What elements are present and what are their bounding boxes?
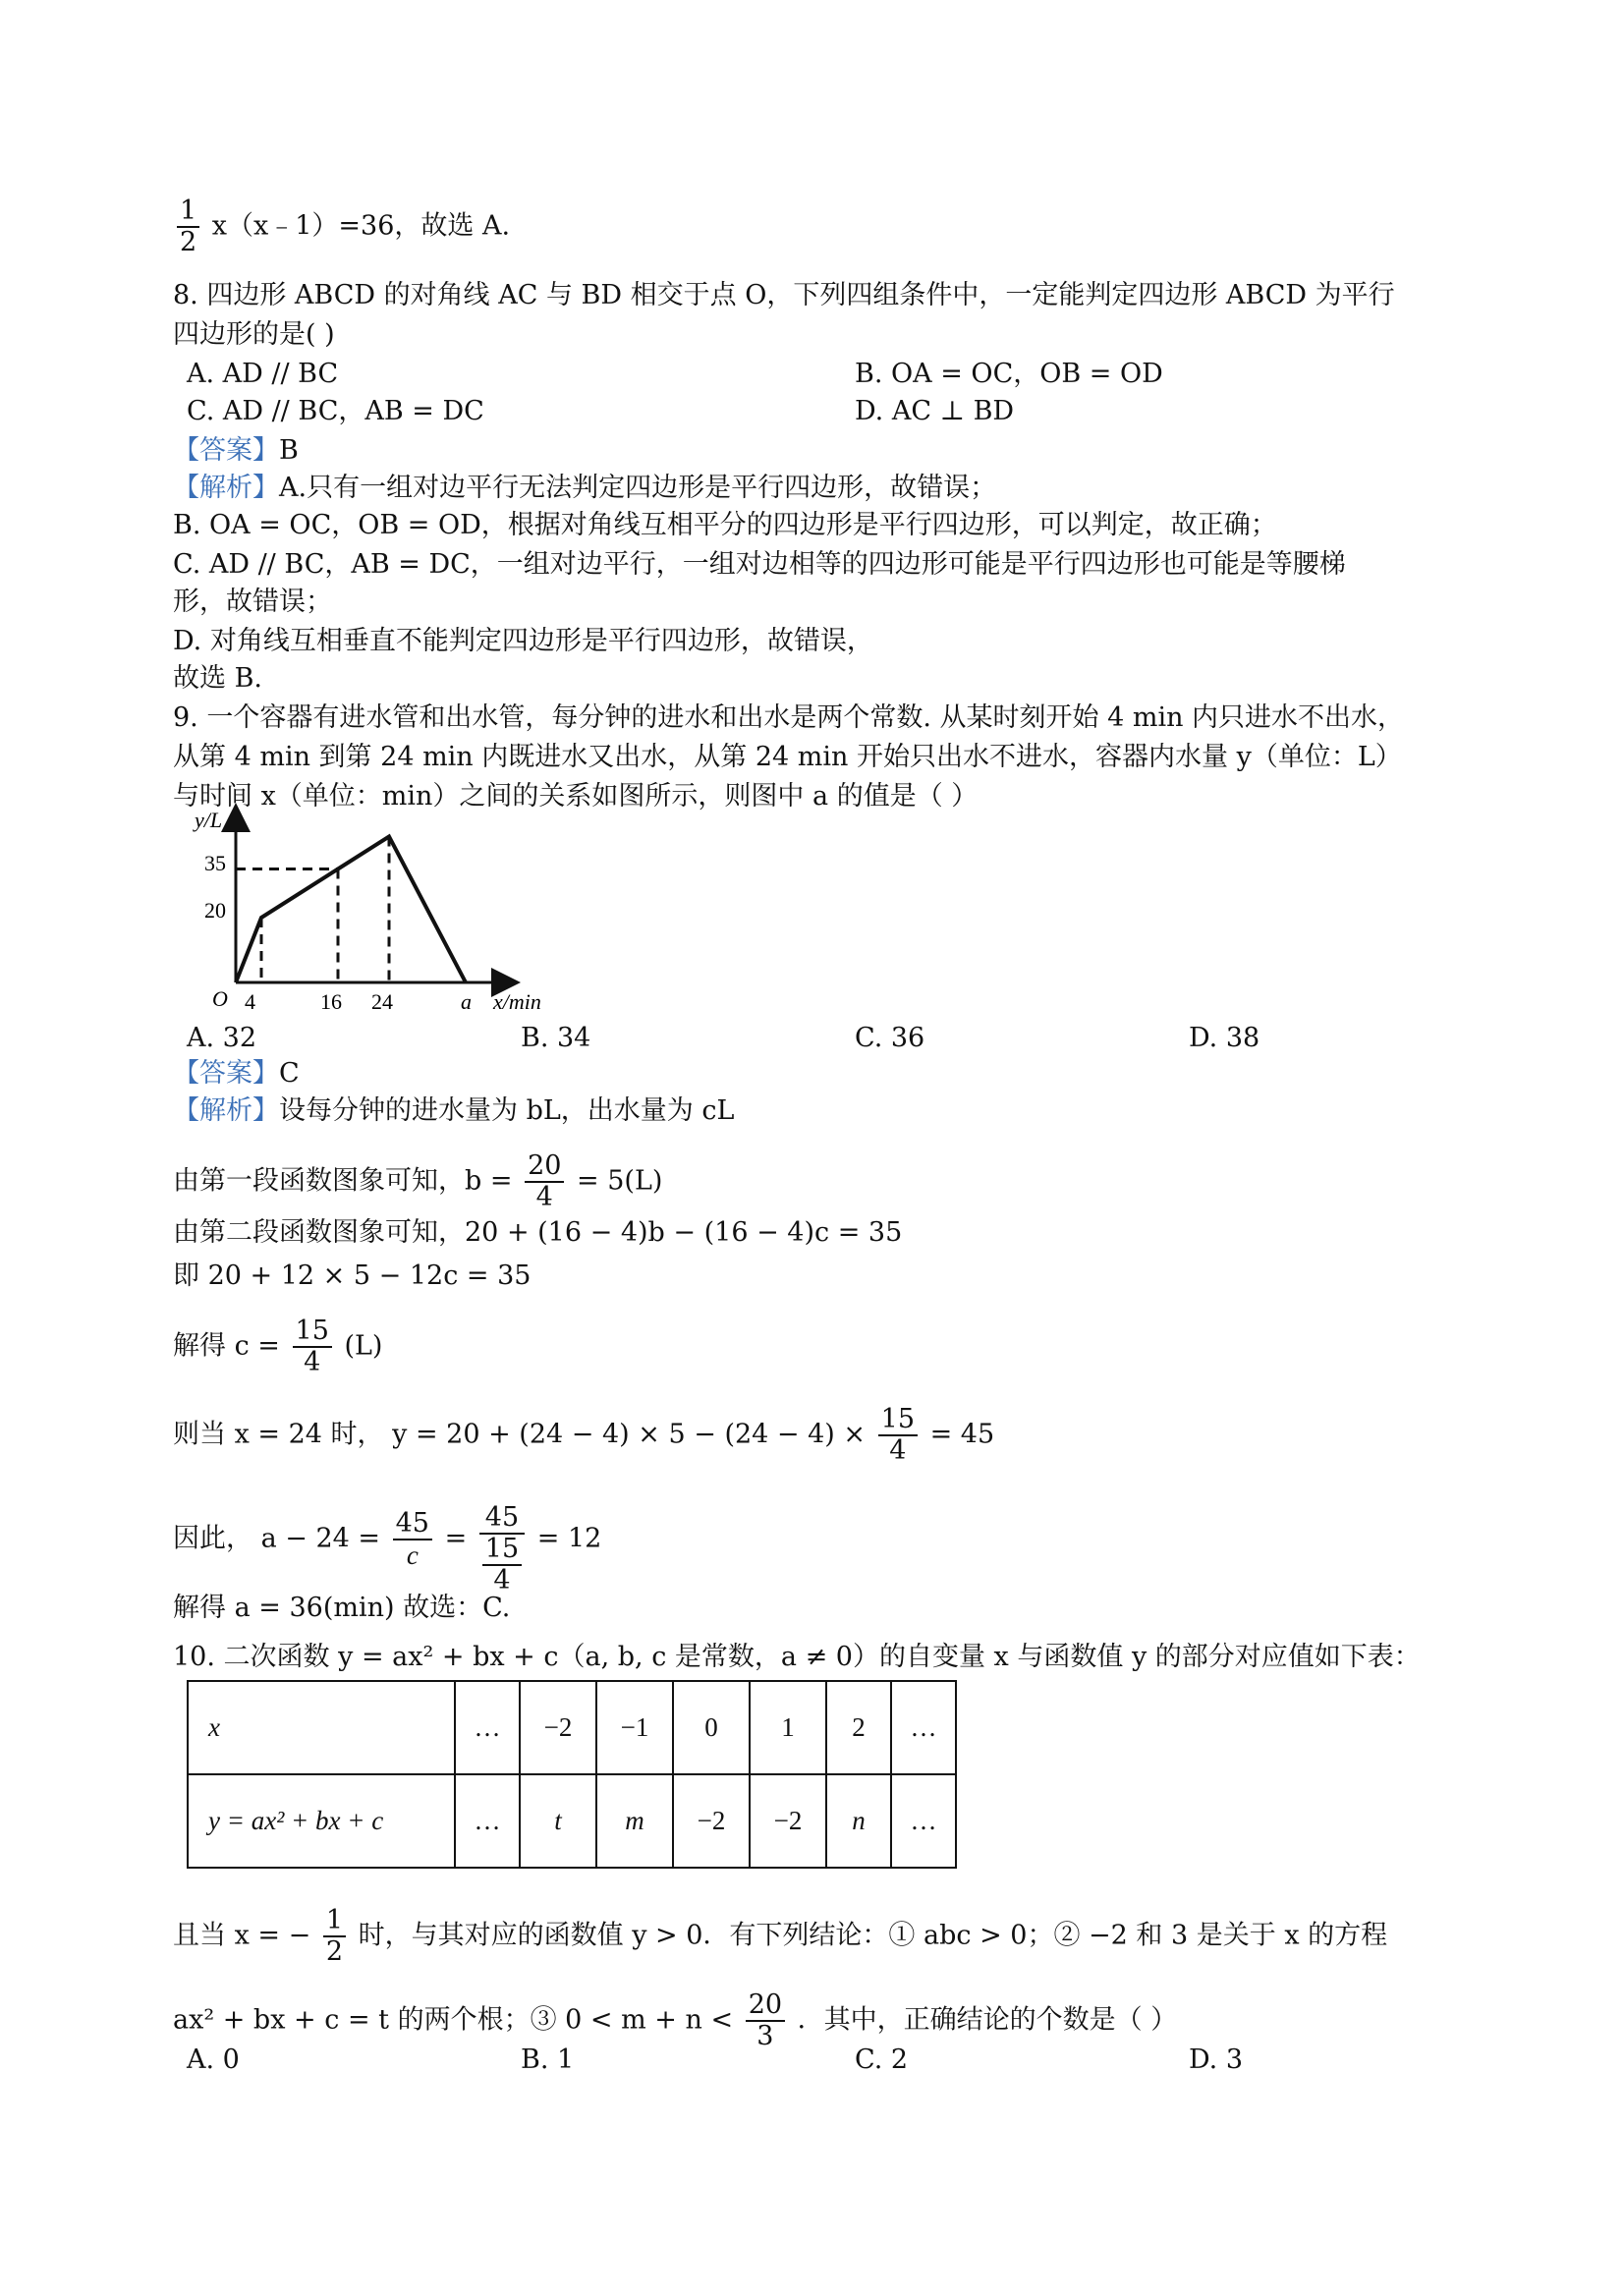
- fraction: [293, 1316, 332, 1377]
- frac-num: 1: [323, 1906, 346, 1937]
- y-tick-35: 35: [204, 851, 226, 875]
- fraction: [878, 1405, 918, 1466]
- table-cell: −2: [520, 1681, 596, 1774]
- x-tick-a: a: [461, 989, 472, 1014]
- q8-stem-line1: 8. 四边形 ABCD 的对角线 AC 与 BD 相交于点 O，下列四组条件中，一定能判定四边形 ABCD 为平行: [173, 280, 1395, 310]
- table-cell: …: [455, 1681, 520, 1774]
- fraction: [323, 1906, 346, 1967]
- q9-option-a: A. 32: [187, 1023, 257, 1053]
- q9-s6: [173, 1405, 994, 1466]
- frac-num: 15: [878, 1405, 918, 1436]
- frac-den: c: [406, 1540, 419, 1570]
- analysis-tag: 【解析】: [173, 1095, 279, 1126]
- q7-tail: [173, 196, 510, 257]
- q10-option-d: D. 3: [1189, 2044, 1244, 2075]
- q8-answer: [173, 432, 299, 470]
- fraction: [393, 1509, 432, 1570]
- q9-s7: [173, 1503, 601, 1596]
- y-axis-label: y/L: [195, 808, 223, 832]
- q8-analysis-a: [173, 470, 996, 507]
- cond-pre: 且当 x = −: [173, 1920, 311, 1951]
- q9-option-c: C. 36: [855, 1023, 925, 1053]
- table-row: [188, 1774, 956, 1868]
- table-cell: −2: [750, 1774, 826, 1868]
- frac-den: 2: [180, 227, 197, 257]
- q8-option-a: A. AD // BC: [187, 359, 339, 389]
- q8-option-c: C. AD // BC，AB = DC: [187, 396, 484, 426]
- q7-text: x（x﹣1）=36，故选 A.: [211, 210, 511, 242]
- fraction: [746, 1990, 785, 2051]
- q10-option-c: C. 2: [855, 2044, 909, 2075]
- table-cell: −2: [673, 1774, 750, 1868]
- table-cell: 0: [673, 1681, 750, 1774]
- q9-stem-line1: 9. 一个容器有进水管和出水管，每分钟的进水和出水是两个常数. 从某时刻开始 4 min 内只进水不出水，: [173, 702, 1405, 733]
- x-axis-label: x/min: [493, 989, 541, 1014]
- q10-value-table: [187, 1680, 957, 1869]
- table-cell: −1: [596, 1681, 673, 1774]
- x-tick-16: 16: [320, 989, 342, 1014]
- s6-post: = 45: [929, 1419, 995, 1450]
- x-tick-24: 24: [371, 989, 393, 1014]
- q8-analysis-c1: C. AD // BC，AB = DC，一组对边平行，一组对边相等的四边形可能是平行四边形也可能是等腰梯: [173, 549, 1346, 580]
- s7-mid: =: [444, 1523, 468, 1554]
- inner-fraction: [482, 1535, 522, 1596]
- frac-den: 4: [889, 1435, 907, 1466]
- frac-den: 3: [756, 2021, 774, 2051]
- analysis-tag: 【解析】: [173, 473, 279, 503]
- inner-den: 4: [493, 1565, 511, 1596]
- q10-option-a: A. 0: [187, 2044, 240, 2075]
- frac-num: 1: [177, 196, 199, 228]
- concl-pre: ax² + bx + c = t 的两个根；③ 0 < m + n <: [173, 2004, 734, 2036]
- answer-value: B: [279, 435, 299, 466]
- q10-stem: 10. 二次函数 y = ax² + bx + c（a, b, c 是常数，a ≠ 0）的自变量 x 与函数值 y 的部分对应值如下表：: [173, 1642, 1421, 1672]
- y-tick-20: 20: [204, 898, 226, 923]
- answer-tag: 【答案】: [173, 435, 279, 466]
- q9-option-d: D. 38: [1189, 1023, 1260, 1053]
- frac-num: 20: [746, 1990, 785, 2022]
- s1-text: 设每分钟的进水量为 bL，出水量为 cL: [279, 1095, 735, 1126]
- cond-post: 时，与其对应的函数值 y > 0．有下列结论：① abc > 0；② −2 和 3 是关于 x 的方程: [358, 1920, 1388, 1951]
- answer-value: C: [279, 1058, 300, 1089]
- table-cell: x: [188, 1681, 455, 1774]
- q9-s4: 即 20 + 12 × 5 − 12c = 35: [173, 1260, 532, 1291]
- table-cell: 1: [750, 1681, 826, 1774]
- table-cell: t: [520, 1774, 596, 1868]
- q8-option-b: B. OA = OC，OB = OD: [855, 359, 1163, 389]
- q9-option-b: B. 34: [521, 1023, 591, 1053]
- table-cell: m: [596, 1774, 673, 1868]
- fraction: [177, 196, 199, 257]
- frac-den: 2: [325, 1936, 344, 1967]
- table-cell: …: [455, 1774, 520, 1868]
- q9-answer: [173, 1055, 300, 1092]
- q8-analysis-c2: 形，故错误；: [173, 587, 332, 617]
- frac-den-compound: [479, 1535, 525, 1596]
- s7-post: = 12: [536, 1523, 602, 1554]
- q9-s5: [173, 1316, 382, 1377]
- table-cell: n: [826, 1774, 891, 1868]
- s2-pre: 由第一段函数图象可知，b =: [173, 1165, 513, 1197]
- table-row: [188, 1681, 956, 1774]
- q10-option-b: B. 1: [521, 2044, 575, 2075]
- q9-graph: [177, 806, 570, 1022]
- q8-analysis-d: D. 对角线互相垂直不能判定四边形是平行四边形，故错误，: [173, 626, 873, 656]
- frac-den: 4: [304, 1347, 321, 1377]
- q8-conclusion: 故选 B.: [173, 663, 263, 694]
- fraction: [525, 1151, 564, 1212]
- frac-den: 4: [535, 1182, 553, 1212]
- s2-post: = 5(L): [577, 1165, 663, 1197]
- inner-num: 15: [482, 1535, 522, 1566]
- q8-stem-line2: 四边形的是( ): [173, 319, 335, 350]
- q9-stem-line3: 与时间 x（单位：min）之间的关系如图所示，则图中 a 的值是（ ）: [173, 781, 979, 812]
- s7-pre: 因此， a − 24 =: [173, 1523, 381, 1554]
- origin-label: O: [212, 986, 228, 1011]
- s5-post: (L): [344, 1330, 383, 1362]
- analysis-a-text: A.只有一组对边平行无法判定四边形是平行四边形，故错误；: [279, 473, 997, 503]
- q9-s8: 解得 a = 36(min) 故选：C.: [173, 1593, 511, 1623]
- frac-num: 45: [393, 1509, 432, 1540]
- table-cell: …: [891, 1681, 956, 1774]
- frac-num: 45: [479, 1503, 525, 1535]
- q8-option-d: D. AC ⊥ BD: [855, 396, 1015, 426]
- s6-pre: 则当 x = 24 时， y = 20 + (24 − 4) × 5 − (24 − 4) ×: [173, 1419, 867, 1450]
- s5-pre: 解得 c =: [173, 1330, 280, 1362]
- q9-s2: [173, 1151, 662, 1212]
- table-cell: …: [891, 1774, 956, 1868]
- q10-condition: [173, 1906, 1387, 1967]
- frac-num: 15: [293, 1316, 332, 1348]
- table-cell: y = ax² + bx + c: [188, 1774, 455, 1868]
- frac-num: 20: [525, 1151, 564, 1183]
- table-cell: 2: [826, 1681, 891, 1774]
- q8-analysis-b: B. OA = OC，OB = OD，根据对角线互相平分的四边形是平行四边形，可以判定，故正确；: [173, 510, 1277, 540]
- q10-conclusions: [173, 1990, 1177, 2051]
- q9-stem-line2: 从第 4 min 到第 24 min 内既进水又出水，从第 24 min 开始只出水不进水，容器内水量 y（单位：L）: [173, 742, 1402, 772]
- water-level-line: [236, 837, 466, 983]
- concl-post: ．其中，正确结论的个数是（ ）: [797, 2004, 1178, 2036]
- answer-tag: 【答案】: [173, 1058, 279, 1089]
- q9-analysis-s1: [173, 1092, 734, 1130]
- compound-fraction: [479, 1503, 525, 1596]
- q9-s3: 由第二段函数图象可知，20 + (16 − 4)b − (16 − 4)c = 35: [173, 1217, 903, 1248]
- x-tick-4: 4: [245, 989, 255, 1014]
